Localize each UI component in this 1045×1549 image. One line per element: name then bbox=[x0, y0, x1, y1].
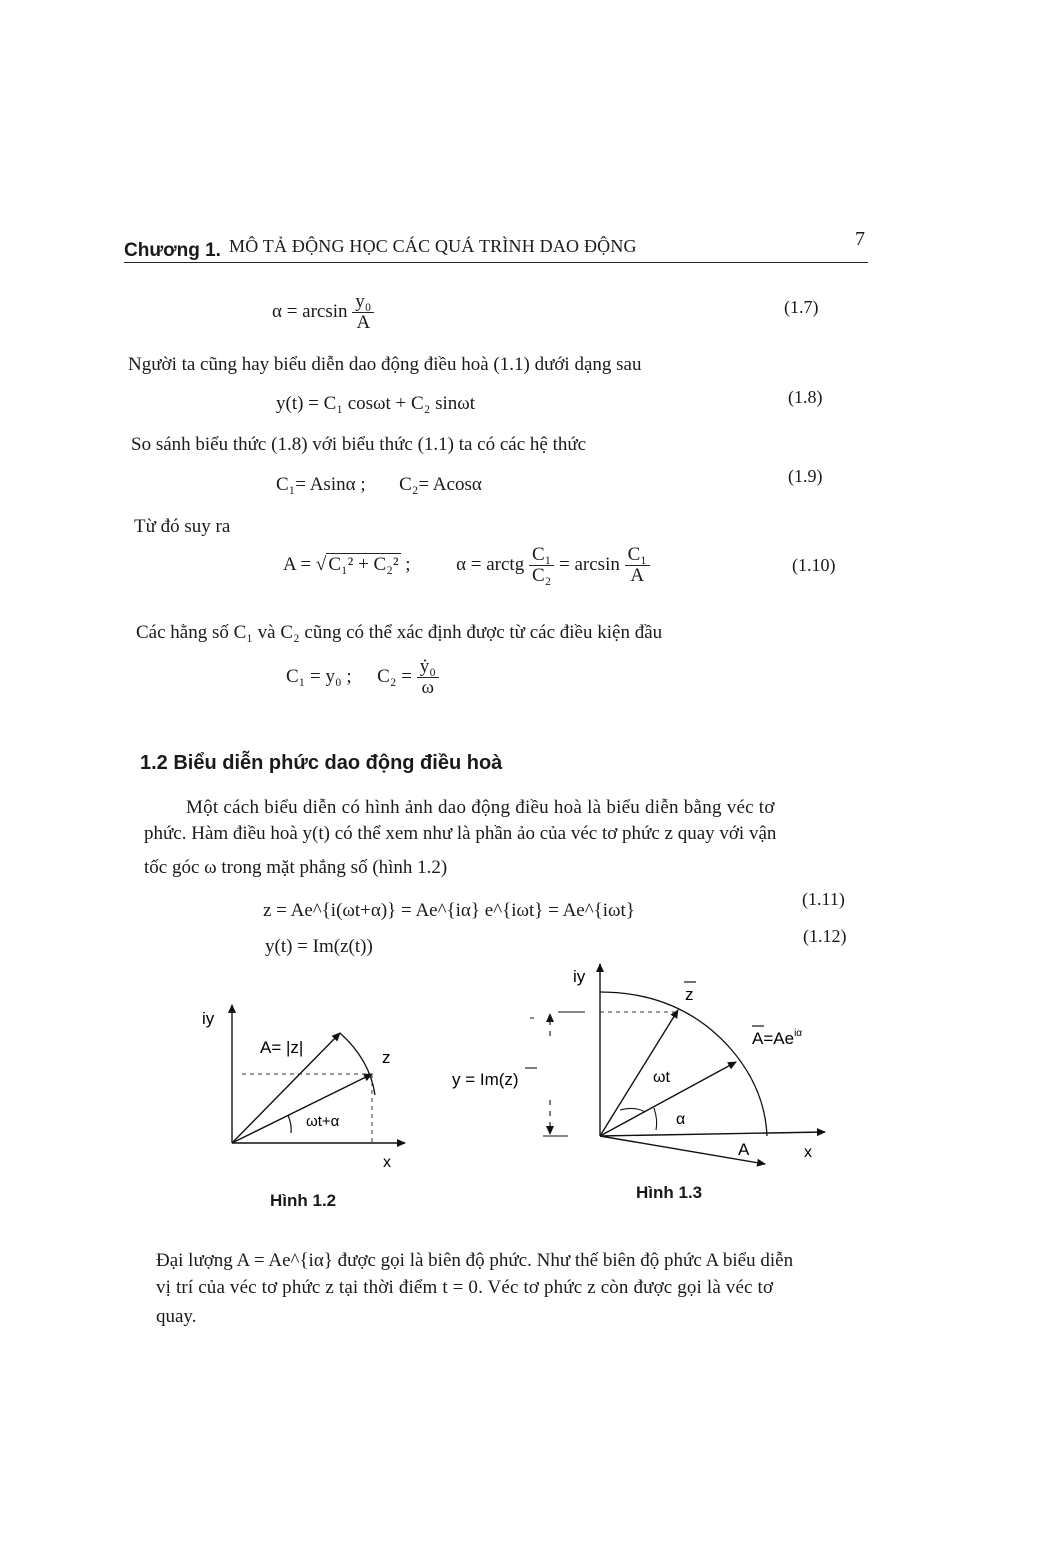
chapter-label: Chương 1. bbox=[124, 240, 221, 261]
fig12-arc bbox=[340, 1033, 375, 1095]
einit-num: ẏ₀ bbox=[417, 657, 439, 678]
einit-c2: C₂ = bbox=[377, 665, 412, 687]
fig12-x-label: x bbox=[383, 1154, 391, 1171]
figure-1-2-caption: Hình 1.2 bbox=[270, 1191, 337, 1210]
eq110-den2: A bbox=[630, 565, 645, 586]
eq110-mid: = arcsin bbox=[559, 553, 620, 575]
eq110-alpha-lhs: α = arctg bbox=[456, 553, 525, 575]
page-number: 7 bbox=[855, 228, 865, 250]
einit-frac bbox=[417, 657, 439, 698]
eq110-radicand: C₁² + C₂² bbox=[328, 553, 399, 575]
eq110-frac2 bbox=[625, 545, 650, 586]
fig13-Abar-label: $A=Ae^{i\alpha}$ bbox=[752, 1028, 803, 1048]
fig13-wt-label: ωt bbox=[653, 1069, 670, 1086]
paragraph-5-line-1: Một cách biểu diễn có hình ảnh dao động điều hoà là biểu diễn bằng véc tơ bbox=[186, 797, 775, 818]
eq-label-1-12: (1.12) bbox=[803, 926, 847, 946]
figure-1-3-caption: Hình 1.3 bbox=[636, 1183, 703, 1202]
paragraph-6-line-3: quay. bbox=[156, 1306, 197, 1327]
eq-label-1-7: (1.7) bbox=[784, 297, 819, 317]
eq19-part1: C₁= Asinα ; bbox=[276, 474, 366, 495]
eq110-amp-lhs: A = bbox=[283, 553, 312, 575]
paragraph-5-line-3: tốc góc ω trong mặt phẳng số (hình 1.2) bbox=[144, 857, 448, 878]
eq17-den: A bbox=[356, 312, 371, 333]
equation-initial bbox=[286, 657, 439, 698]
fig13-y-label: iy bbox=[573, 967, 586, 986]
paragraph-2: So sánh biểu thức (1.8) với biểu thức (1.1) ta có các hệ thức bbox=[131, 434, 587, 455]
section-heading: 1.2 Biểu diễn phức dao động điều hoà bbox=[140, 752, 503, 774]
chapter-title: MÔ TẢ ĐỘNG HỌC CÁC QUÁ TRÌNH DAO ĐỘNG bbox=[229, 236, 637, 256]
equation-1-7 bbox=[272, 292, 374, 333]
fig13-z-label: z bbox=[685, 985, 694, 1004]
fig13-im-label: y = Im(z) bbox=[452, 1070, 519, 1089]
eq-label-1-11: (1.11) bbox=[802, 889, 845, 909]
paragraph-6-line-2: vị trí của véc tơ phức z tại thời điểm t = 0. Véc tơ phức z còn được gọi là véc tơ bbox=[156, 1277, 774, 1298]
equation-1-9 bbox=[276, 474, 482, 496]
fig13-alpha-label: α bbox=[676, 1111, 686, 1128]
fig13-angle-alpha bbox=[654, 1108, 657, 1130]
equation-1-12: y(t) = Im(z(t)) bbox=[265, 936, 373, 957]
figure-1-3 bbox=[440, 958, 840, 1183]
fig13-A-label: A bbox=[738, 1140, 750, 1159]
equation-1-11: z = Ae^{i(ωt+α)} = Ae^{iα} e^{iωt} = Ae^{iωt} bbox=[263, 900, 635, 921]
fig12-angle-arc bbox=[288, 1115, 291, 1133]
eq17-frac bbox=[352, 292, 374, 333]
eq110-num2: C₁ bbox=[625, 545, 650, 566]
eq17-num: y₀ bbox=[352, 292, 374, 313]
header-rule bbox=[124, 262, 868, 263]
paragraph-6-line-1: Đại lượng A = Ae^{iα} được gọi là biên độ phức. Như thế biên độ phức A biểu diễn bbox=[156, 1250, 794, 1271]
einit-c1: C₁ = y₀ ; bbox=[286, 665, 352, 687]
fig13-x-label: x bbox=[804, 1144, 812, 1161]
equation-1-10: A = √ C₁² + C₂² ; α = arctg $\frac{\text{C₁}}{\text{C₂}}$ = arcsin $\frac{\text{C₁}}{A}$ bbox=[283, 545, 650, 586]
fig12-angle-label: ωt+α bbox=[306, 1113, 340, 1130]
eq110-sep: ; bbox=[405, 553, 411, 575]
eq-label-1-9: (1.9) bbox=[788, 466, 823, 486]
paragraph-3: Từ đó suy ra bbox=[134, 516, 231, 537]
eq110-den1: C₂ bbox=[531, 565, 552, 586]
paragraph-4: Các hằng số C₁ và C₂ cũng có thể xác định được từ các điều kiện đầu bbox=[136, 622, 663, 643]
fig12-y-label: iy bbox=[202, 1009, 215, 1028]
eq17-lhs: α = arcsin bbox=[272, 300, 348, 322]
paragraph-5-line-2: phức. Hàm điều hoà y(t) có thể xem như là phần ảo của véc tơ phức z quay với vận bbox=[144, 823, 777, 844]
eq110-num1: C₁ bbox=[529, 545, 554, 566]
fig12-vector-z bbox=[232, 1074, 372, 1143]
einit-den: ω bbox=[421, 677, 434, 698]
eq-label-1-10: (1.10) bbox=[792, 555, 836, 575]
paragraph-1: Người ta cũng hay biểu diễn dao động điều hoà (1.1) dưới dạng sau bbox=[128, 354, 642, 375]
fig13-x-axis bbox=[600, 1132, 825, 1136]
fig13-angle-wt bbox=[620, 1108, 645, 1112]
eq-label-1-8: (1.8) bbox=[788, 387, 823, 407]
figure-1-2 bbox=[190, 995, 430, 1180]
eq19-part2: C₂= Acosα bbox=[399, 474, 482, 495]
equation-1-8: y(t) = C₁ cosωt + C₂ sinωt bbox=[276, 393, 476, 414]
eq110-frac1 bbox=[529, 545, 554, 586]
fig12-amp-label: A= |z| bbox=[260, 1038, 304, 1057]
fig12-z-label: z bbox=[382, 1048, 391, 1067]
